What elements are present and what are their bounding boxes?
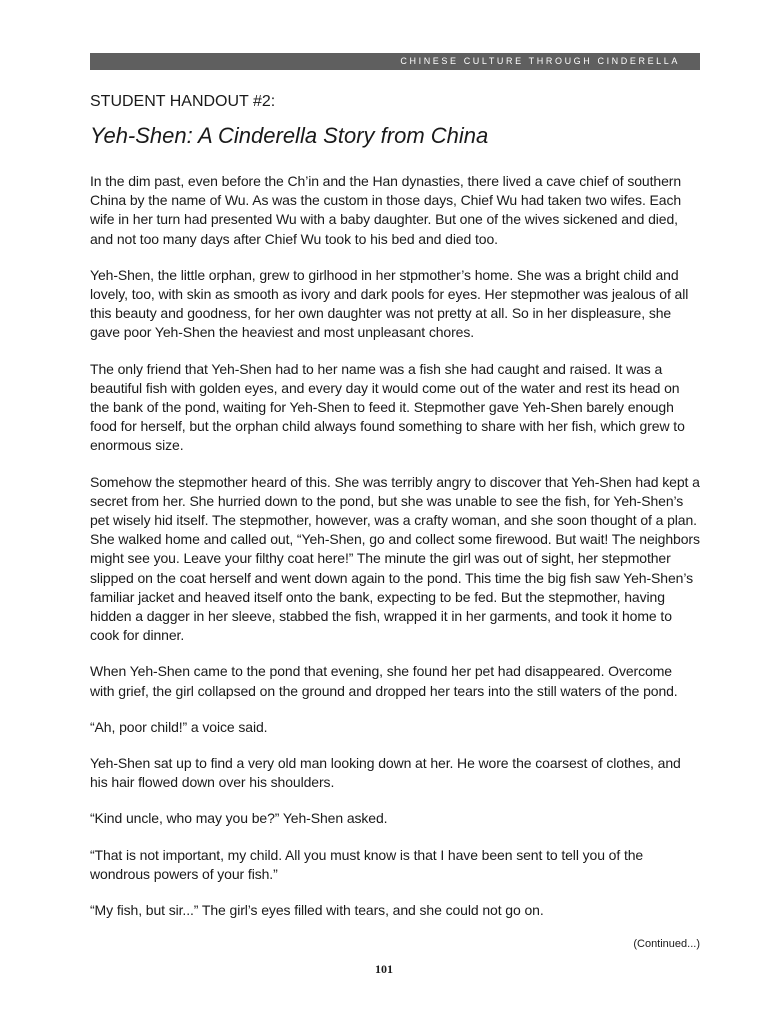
page-number: 101: [375, 962, 393, 976]
story-paragraph: When Yeh-Shen came to the pond that evening, she found her pet had disappeared. Overcome with grief, the girl collapsed on the ground and dropped her tears into the still waters of the pond.: [90, 663, 678, 699]
story-paragraph: “Kind uncle, who may you be?” Yeh-Shen asked.: [90, 810, 388, 827]
story-paragraph: The only friend that Yeh-Shen had to her name was a fish she had caught and raised. It was a beautiful fish with golden eyes, and every day it would come out of the water and rest its head on the bank of the pond, waiting for Yeh-Shen to feed it. Stepmother gave Yeh-Shen barely enough food for herself, but the orphan child always found something to share with her fish, which grew to enormous size.: [90, 360, 685, 454]
story-paragraph: Yeh-Shen sat up to find a very old man looking down at her. He wore the coarsest of clothes, and his hair flowed down over his shoulders.: [90, 755, 681, 791]
story-body: [90, 172, 700, 937]
running-header-title: CHINESE CULTURE THROUGH CINDERELLA: [400, 56, 680, 66]
story-paragraph: Somehow the stepmother heard of this. She was terribly angry to discover that Yeh-Shen had kept a secret from her. She hurried down to the pond, but she was unable to see the fish, for Yeh-Shen’s pet wisely hid itself. The stepmother, however, was a crafty woman, and she soon thought of a plan. She walked home and called out, “Yeh-Shen, go and collect some firewood. But wait! The neighbors might see you. Leave your filthy coat here!” The minute the girl was out of sight, her stepmother slipped on the coat herself and went down again to the pond. This time the big fish saw Yeh-Shen’s familiar jacket and heaved itself onto the bank, expecting to be fed. But the stepmother, having hidden a dagger in her sleeve, stabbed the fish, wrapped it in her garments, and took it home to cook for dinner.: [90, 473, 700, 644]
story-paragraph: In the dim past, even before the Ch’in and the Han dynasties, there lived a cave chief of southern China by the name of Wu. As was the custom in those days, Chief Wu had taken two wifes. Each wife in her turn had presented Wu with a baby daughter. But one of the wives sickened and died, and not too many days after Chief Wu took to his bed and died too.: [90, 173, 682, 247]
continued-note: (Continued...): [633, 938, 700, 950]
story-title: Yeh-Shen: A Cinderella Story from China: [90, 123, 489, 148]
story-paragraph: “Ah, poor child!” a voice said.: [90, 718, 268, 735]
running-header-bar: [90, 53, 700, 70]
story-paragraph: “My fish, but sir...” The girl’s eyes filled with tears, and she could not go on.: [90, 902, 544, 919]
story-paragraph: “That is not important, my child. All you must know is that I have been sent to tell you of the wondrous powers of your fish.”: [90, 846, 644, 882]
story-paragraph: Yeh-Shen, the little orphan, grew to girlhood in her stpmother’s home. She was a bright child and lovely, too, with skin as smooth as ivory and dark pools for eyes. Her stepmother was jealous of all this beauty and goodness, for her own daughter was not pretty at all. So in her displeasure, she gave poor Yeh-Shen the heaviest and most unpleasant chores.: [90, 266, 689, 341]
handout-label: STUDENT HANDOUT #2:: [90, 93, 276, 110]
